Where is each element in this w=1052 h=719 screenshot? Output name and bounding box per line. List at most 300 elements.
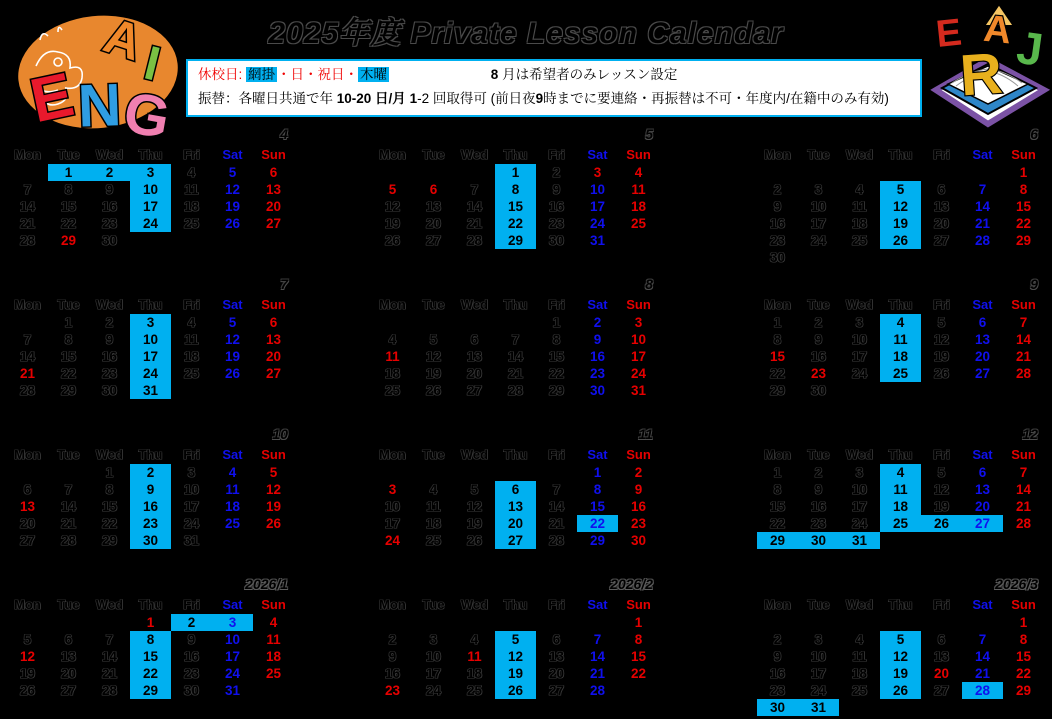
day-cell: 13 (548, 649, 565, 664)
day-cell (130, 232, 171, 249)
day-cell: 14 (466, 199, 483, 214)
day-cell: 25 (880, 515, 921, 532)
weekday-header: Sun (261, 447, 286, 462)
day-cell: 22 (495, 215, 536, 232)
weekday-header: Mon (764, 597, 791, 612)
day-cell (454, 464, 495, 481)
day-cell (757, 614, 798, 631)
week-row (372, 631, 659, 648)
week-row (757, 631, 1044, 648)
day-cell: 21 (507, 366, 524, 381)
weekday-header: Wed (845, 447, 874, 462)
day-cell: 28 (974, 233, 991, 248)
weekday-header: Thu (888, 147, 913, 162)
day-cell: 17 (851, 499, 868, 514)
day-cell: 5 (228, 165, 237, 180)
day-cell: 24 (589, 216, 606, 231)
day-cell (839, 382, 880, 399)
day-cell: 6 (937, 632, 946, 647)
day-cell: 16 (101, 349, 118, 364)
day-cell: 28 (507, 383, 524, 398)
day-cell: 13 (974, 482, 991, 497)
day-cell: 1 (773, 465, 782, 480)
day-cell: 5 (495, 631, 536, 648)
day-cell: 9 (773, 649, 782, 664)
day-cell: 23 (384, 683, 401, 698)
day-cell (921, 699, 962, 716)
day-cell: 3 (634, 315, 643, 330)
weekday-header-row (757, 446, 1044, 464)
day-cell: 1 (64, 315, 73, 330)
day-cell: 6 (470, 332, 479, 347)
weekday-header: Mon (764, 297, 791, 312)
week-row (7, 314, 294, 331)
day-cell: 20 (933, 666, 950, 681)
week-row (7, 614, 294, 631)
day-cell: 15 (60, 349, 77, 364)
day-cell: 21 (974, 216, 991, 231)
day-cell (212, 232, 253, 249)
day-cell: 13 (933, 649, 950, 664)
day-cell: 23 (810, 366, 827, 381)
day-cell (921, 164, 962, 181)
day-cell: 25 (183, 366, 200, 381)
weekday-header: Sat (972, 597, 993, 612)
day-cell: 5 (880, 181, 921, 198)
day-cell: 3 (814, 632, 823, 647)
day-cell: 29 (495, 232, 536, 249)
weekday-header: Sat (222, 447, 243, 462)
day-cell: 4 (880, 314, 921, 331)
weekday-header: Fri (183, 297, 200, 312)
weekday-header: Sat (587, 447, 608, 462)
day-cell: 12 (880, 648, 921, 665)
week-row (757, 648, 1044, 665)
logo-letter-e: E (24, 60, 80, 137)
day-cell (798, 614, 839, 631)
month-label: 10 (272, 426, 288, 442)
day-cell: 1 (552, 315, 561, 330)
month-label: 12 (1022, 426, 1038, 442)
day-cell: 29 (130, 682, 171, 699)
month-label: 5 (645, 126, 653, 142)
day-cell: 11 (184, 332, 199, 347)
day-cell (921, 382, 962, 399)
day-cell: 26 (384, 233, 401, 248)
day-cell: 10 (224, 632, 241, 647)
day-cell: 1 (105, 465, 114, 480)
weekday-header: Tue (807, 447, 830, 462)
weekday-header-row (372, 146, 659, 164)
day-cell: 10 (589, 182, 606, 197)
day-cell: 10 (810, 649, 827, 664)
day-cell: 9 (187, 632, 196, 647)
week-row (372, 648, 659, 665)
day-cell (413, 164, 454, 181)
month-label: 7 (280, 276, 288, 292)
month-calendar (7, 273, 294, 399)
day-cell: 5 (269, 465, 278, 480)
day-cell: 17 (130, 198, 171, 215)
day-cell: 18 (880, 348, 921, 365)
day-cell: 27 (933, 233, 950, 248)
day-cell: 16 (130, 498, 171, 515)
week-row (7, 515, 294, 532)
day-cell (253, 682, 294, 699)
week-row (372, 665, 659, 682)
day-cell: 15 (1015, 649, 1032, 664)
day-cell: 3 (855, 315, 864, 330)
weekday-header: Thu (138, 147, 163, 162)
day-cell: 30 (630, 533, 647, 548)
weekday-header: Mon (14, 147, 41, 162)
day-cell: 20 (265, 199, 282, 214)
weekday-header: Thu (503, 597, 528, 612)
day-cell: 15 (630, 649, 647, 664)
day-cell: 5 (937, 315, 946, 330)
month-label: 2026/2 (610, 576, 653, 592)
day-cell: 19 (933, 349, 950, 364)
day-cell (798, 164, 839, 181)
weekday-header-row (757, 296, 1044, 314)
day-cell (7, 314, 48, 331)
day-cell (253, 532, 294, 549)
week-row (757, 614, 1044, 631)
week-row (372, 348, 659, 365)
day-cell: 7 (593, 632, 602, 647)
weekday-header: Tue (422, 147, 445, 162)
day-cell: 31 (798, 699, 839, 716)
month-calendar (757, 273, 1044, 399)
day-cell: 2 (388, 632, 397, 647)
month-label: 9 (1030, 276, 1038, 292)
weekday-header: Fri (548, 297, 565, 312)
day-cell: 25 (630, 216, 647, 231)
day-cell: 11 (467, 649, 482, 664)
day-cell: 22 (130, 665, 171, 682)
day-cell: 17 (183, 499, 200, 514)
week-row (757, 665, 1044, 682)
week-row (372, 614, 659, 631)
day-cell: 16 (548, 199, 565, 214)
day-cell: 4 (187, 165, 196, 180)
day-cell: 11 (184, 182, 199, 197)
logo-letter-n: N (76, 71, 123, 138)
weekday-header: Thu (138, 597, 163, 612)
day-cell: 8 (495, 181, 536, 198)
day-cell: 18 (384, 366, 401, 381)
day-cell (171, 382, 212, 399)
weekday-header: Sun (1011, 147, 1036, 162)
weekday-header: Wed (95, 447, 124, 462)
day-cell: 14 (974, 199, 991, 214)
day-cell: 12 (495, 648, 536, 665)
weekday-header: Fri (548, 147, 565, 162)
day-cell: 4 (228, 465, 237, 480)
day-cell: 11 (266, 632, 281, 647)
day-cell: 17 (851, 349, 868, 364)
day-cell: 8 (552, 332, 561, 347)
day-cell: 5 (937, 465, 946, 480)
day-cell: 11 (385, 349, 400, 364)
closed-days-line (198, 63, 910, 87)
day-cell: 7 (552, 482, 561, 497)
day-cell: 8 (634, 632, 643, 647)
day-cell: 20 (974, 349, 991, 364)
text-segment: 時までに要連絡・再振替は不可・年度内/在籍中のみ有効) (543, 91, 889, 106)
day-cell: 23 (183, 666, 200, 681)
day-cell (495, 314, 536, 331)
day-cell: 23 (101, 216, 118, 231)
day-cell: 17 (224, 649, 241, 664)
week-row (757, 498, 1044, 515)
day-cell: 11 (852, 649, 867, 664)
weekday-header: Mon (764, 147, 791, 162)
day-cell: 30 (101, 383, 118, 398)
weekday-header: Fri (548, 597, 565, 612)
day-cell: 9 (593, 332, 602, 347)
week-row (757, 699, 1044, 716)
week-row (372, 215, 659, 232)
day-cell: 22 (769, 366, 786, 381)
day-cell: 3 (593, 165, 602, 180)
day-cell: 26 (466, 533, 483, 548)
week-row (757, 314, 1044, 331)
day-cell (48, 464, 89, 481)
day-cell (7, 614, 48, 631)
day-cell: 12 (384, 199, 401, 214)
day-cell (880, 249, 921, 266)
day-cell: 23 (130, 515, 171, 532)
day-cell (413, 314, 454, 331)
day-cell (880, 532, 921, 549)
day-cell: 9 (130, 481, 171, 498)
weekday-header: Wed (845, 147, 874, 162)
weekday-header: Sat (587, 297, 608, 312)
day-cell (89, 614, 130, 631)
day-cell: 27 (974, 366, 991, 381)
day-cell: 8 (593, 482, 602, 497)
day-cell: 13 (495, 498, 536, 515)
month-label: 8 (645, 276, 653, 292)
day-cell: 19 (224, 199, 241, 214)
day-cell (839, 699, 880, 716)
day-cell: 9 (105, 182, 114, 197)
day-cell: 8 (105, 482, 114, 497)
day-cell: 25 (880, 365, 921, 382)
day-cell: 24 (130, 365, 171, 382)
day-cell: 9 (814, 332, 823, 347)
day-cell: 27 (265, 216, 282, 231)
day-cell: 21 (19, 366, 36, 381)
weekday-header: Tue (422, 297, 445, 312)
month-calendar (372, 573, 659, 699)
day-cell (618, 232, 659, 249)
day-cell: 18 (851, 666, 868, 681)
day-cell: 4 (269, 615, 278, 630)
weekday-header: Sun (626, 597, 651, 612)
day-cell: 19 (495, 665, 536, 682)
day-cell: 18 (265, 649, 282, 664)
day-cell: 14 (19, 349, 36, 364)
weekday-header: Sun (261, 147, 286, 162)
week-row (7, 164, 294, 181)
weekday-header-row (7, 446, 294, 464)
weekday-header-row (7, 296, 294, 314)
day-cell: 16 (384, 666, 401, 681)
day-cell: 1 (146, 615, 155, 630)
day-cell: 13 (974, 332, 991, 347)
day-cell: 14 (548, 499, 565, 514)
day-cell: 3 (388, 482, 397, 497)
weekday-header: Sun (626, 447, 651, 462)
day-cell (839, 249, 880, 266)
day-cell: 20 (974, 499, 991, 514)
day-cell (962, 164, 1003, 181)
week-row (757, 481, 1044, 498)
day-cell: 30 (798, 532, 839, 549)
day-cell: 14 (1015, 332, 1032, 347)
day-cell: 17 (589, 199, 606, 214)
weekday-header: Wed (95, 147, 124, 162)
day-cell: 26 (921, 515, 962, 532)
day-cell: 9 (388, 649, 397, 664)
day-cell (1003, 532, 1044, 549)
day-cell: 10 (425, 649, 442, 664)
weekday-header: Mon (379, 147, 406, 162)
day-cell: 14 (60, 499, 77, 514)
day-cell: 23 (769, 233, 786, 248)
weekday-header: Fri (183, 597, 200, 612)
day-cell: 25 (851, 233, 868, 248)
day-cell (413, 614, 454, 631)
day-cell (7, 464, 48, 481)
weekday-header-row (757, 146, 1044, 164)
day-cell: 16 (810, 499, 827, 514)
day-cell: 29 (589, 533, 606, 548)
day-cell: 17 (810, 216, 827, 231)
weekday-header: Mon (764, 447, 791, 462)
day-cell: 17 (630, 349, 647, 364)
day-cell: 6 (269, 315, 278, 330)
day-cell: 6 (429, 182, 438, 197)
day-cell (413, 464, 454, 481)
day-cell: 30 (130, 532, 171, 549)
logo-letter-e2: E (934, 11, 964, 56)
day-cell: 17 (810, 666, 827, 681)
weekday-header: Tue (422, 447, 445, 462)
day-cell: 22 (630, 666, 647, 681)
day-cell (253, 232, 294, 249)
week-row (7, 682, 294, 699)
day-cell: 4 (429, 482, 438, 497)
day-cell: 14 (101, 649, 118, 664)
weekday-header-row (372, 296, 659, 314)
logo-letter-a: A (97, 6, 150, 72)
day-cell: 30 (589, 383, 606, 398)
weekday-header: Sat (587, 147, 608, 162)
day-cell (7, 164, 48, 181)
week-row (7, 648, 294, 665)
day-cell: 12 (933, 332, 950, 347)
day-cell: 25 (265, 666, 282, 681)
weekday-header: Sun (626, 297, 651, 312)
week-row (7, 215, 294, 232)
day-cell: 27 (265, 366, 282, 381)
week-row (757, 532, 1044, 549)
day-cell: 25 (183, 216, 200, 231)
day-cell: 24 (425, 683, 442, 698)
weekday-header: Wed (460, 597, 489, 612)
day-cell: 28 (19, 233, 36, 248)
day-cell (880, 699, 921, 716)
day-cell: 3 (130, 164, 171, 181)
day-cell: 29 (101, 533, 118, 548)
day-cell: 6 (269, 165, 278, 180)
day-cell: 21 (466, 216, 483, 231)
day-cell: 20 (466, 366, 483, 381)
day-cell: 23 (589, 366, 606, 381)
day-cell: 9 (552, 182, 561, 197)
day-cell: 4 (880, 464, 921, 481)
day-cell: 12 (19, 649, 36, 664)
day-cell (839, 614, 880, 631)
month-label: 2026/3 (995, 576, 1038, 592)
day-cell: 7 (64, 482, 73, 497)
week-row (7, 382, 294, 399)
week-row (7, 498, 294, 515)
week-row (7, 232, 294, 249)
day-cell: 28 (1015, 516, 1032, 531)
day-cell (454, 614, 495, 631)
day-cell: 8 (773, 482, 782, 497)
weekday-header: Wed (460, 447, 489, 462)
month-calendar (7, 573, 294, 699)
month-calendar (757, 573, 1044, 716)
day-cell: 21 (974, 666, 991, 681)
week-row (757, 365, 1044, 382)
weekday-header: Sun (1011, 297, 1036, 312)
day-cell: 11 (631, 182, 646, 197)
day-cell (962, 382, 1003, 399)
day-cell: 10 (183, 482, 200, 497)
day-cell: 29 (1015, 683, 1032, 698)
day-cell: 5 (880, 631, 921, 648)
day-cell: 30 (101, 233, 118, 248)
weekday-header: Fri (933, 297, 950, 312)
weekday-header: Mon (14, 297, 41, 312)
week-row (372, 198, 659, 215)
day-cell: 31 (130, 382, 171, 399)
day-cell: 29 (1015, 233, 1032, 248)
week-row (372, 365, 659, 382)
day-cell: 16 (630, 499, 647, 514)
day-cell: 2 (552, 165, 561, 180)
day-cell: 10 (851, 332, 868, 347)
day-cell: 31 (224, 683, 241, 698)
day-cell: 13 (265, 182, 282, 197)
day-cell: 2 (773, 632, 782, 647)
day-cell: 15 (495, 198, 536, 215)
day-cell: 3 (855, 465, 864, 480)
day-cell: 29 (60, 233, 77, 248)
day-cell: 14 (1015, 482, 1032, 497)
day-cell: 4 (187, 315, 196, 330)
day-cell: 6 (23, 482, 32, 497)
day-cell: 16 (101, 199, 118, 214)
day-cell: 27 (548, 683, 565, 698)
weekday-header: Sun (1011, 597, 1036, 612)
